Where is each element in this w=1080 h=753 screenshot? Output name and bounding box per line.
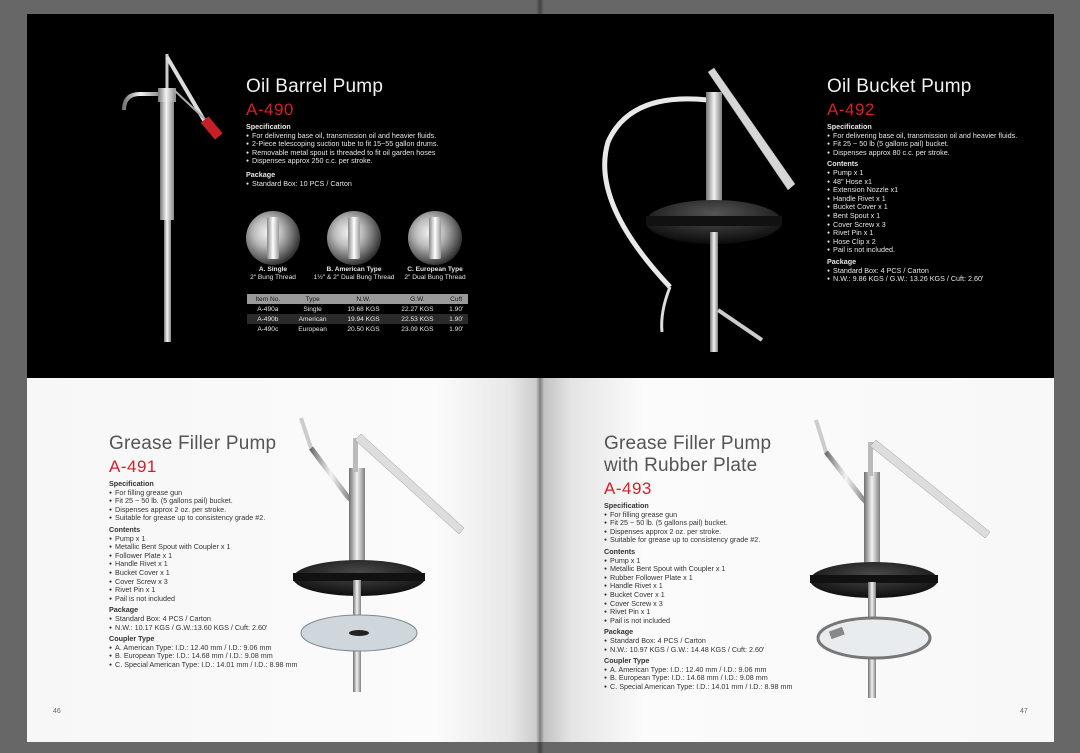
table-cell: 1.90' <box>449 325 464 333</box>
spec-item: ● 2-Piece telescoping suction tube to fit 15~55 gallon drums. <box>246 140 506 149</box>
page-number-left: 46 <box>53 708 61 715</box>
package-item: ● Standard Box: 10 PCS / Carton <box>246 180 506 189</box>
a491-code: A-491 <box>109 457 157 476</box>
package-item: ● N.W.: 10.97 KGS / G.W.: 14.48 KGS / Cuft: 2.60' <box>604 646 809 655</box>
contents-item: ● Follower Plate x 1 <box>109 552 309 561</box>
contents-item: ● Handle Rivet x 1 <box>604 582 809 591</box>
a492-title: Oil Bucket Pump <box>827 76 972 97</box>
contents-item: ● Pail is not included <box>109 595 309 604</box>
table-cell: 19.94 KGS <box>337 314 391 324</box>
coupler-item: ● C. Special American Type: I.D.: 14.01 mm / I.D.: 8.98 mm <box>604 683 809 692</box>
col-header: Type <box>289 294 337 304</box>
contents-item: ● Pump x 1 <box>604 557 809 566</box>
spec-item: ● For delivering base oil, transmission oil and heavier fluids. <box>246 132 506 141</box>
table-cell: 20.50 KGS <box>347 325 380 333</box>
american-thread-photo <box>327 211 381 265</box>
table-cell: 22.53 KGS <box>390 314 444 324</box>
table-cell: 23.09 KGS <box>401 325 434 333</box>
contents-item: ● Rubber Follower Plate x 1 <box>604 574 809 583</box>
package-item: ● Standard Box: 4 PCS / Carton <box>604 637 809 646</box>
spec-heading: Specification <box>604 501 649 510</box>
contents-item: ● Rivet Pin x 1 <box>827 229 1042 238</box>
coupler-item: ● A. American Type: I.D.: 12.40 mm / I.D.: 9.06 mm <box>109 644 309 653</box>
contents-item: ● Pump x 1 <box>827 169 1042 178</box>
contents-item: ● Extension Nozzle x1 <box>827 186 1042 195</box>
table-cell: 1.90' <box>444 314 468 324</box>
table-row <box>247 324 468 334</box>
table-cell: Single <box>303 305 322 313</box>
contents-item: ● Cover Screw x 3 <box>109 578 309 587</box>
contents-item: ● Rivet Pin x 1 <box>109 586 309 595</box>
spec-heading: Specification <box>246 122 291 131</box>
contents-item: ● Bucket Cover x 1 <box>604 591 809 600</box>
col-header: Item No. <box>247 294 289 304</box>
contents-item: ● Hose Clip x 2 <box>827 238 1042 247</box>
contents-item: ● Bucket Cover x 1 <box>109 569 309 578</box>
spec-heading: Specification <box>827 122 872 131</box>
coupler-heading: Coupler Type <box>109 634 155 644</box>
table-cell: American <box>289 314 337 324</box>
single-thread-photo <box>246 211 300 265</box>
variant-caption-a: A. Single 2" Bung Thread <box>250 266 296 281</box>
spec-item: ● Suitable for grease up to consistency grade #2. <box>109 514 309 523</box>
package-item: ● N.W.: 9.86 KGS / G.W.: 13.26 KGS / Cuft: 2.60' <box>827 275 1042 284</box>
contents-item: ● Handle Rivet x 1 <box>827 195 1042 204</box>
spec-item: ● Dispenses approx 2 oz. per stroke. <box>109 506 309 515</box>
a490-title: Oil Barrel Pump <box>246 76 384 97</box>
variant-caption-b: B. American Type 1½" & 2" Dual Bung Thread <box>313 266 395 281</box>
spec-item: ● Dispenses approx 80 c.c. per stroke. <box>827 149 1042 158</box>
a491-title: Grease Filler Pump <box>109 433 277 454</box>
package-heading: Package <box>827 256 857 266</box>
table-cell: European <box>298 325 327 333</box>
table-cell: 19.68 KGS <box>347 305 380 313</box>
col-header: G.W. <box>390 294 444 304</box>
spec-item: ● For filling grease gun <box>109 489 309 498</box>
contents-item: ● Bucket Cover x 1 <box>827 203 1042 212</box>
coupler-item: ● A. American Type: I.D.: 12.40 mm / I.D.: 9.06 mm <box>604 666 809 675</box>
grease-filler-pump-rubber-plate-image <box>804 412 1004 704</box>
spec-item: ● Suitable for grease up to consistency grade #2. <box>604 536 809 545</box>
spec-heading: Specification <box>109 479 154 488</box>
spec-item: ● Fit 25 ~ 50 lb. (5 gallons pail) bucket. <box>109 497 309 506</box>
a492-code: A-492 <box>827 100 875 119</box>
a493-code: A-493 <box>604 479 652 498</box>
contents-item: ● 48" Hose x1 <box>827 178 1042 187</box>
right-page <box>540 14 1054 742</box>
a493-title-line1: Grease Filler Pump <box>604 433 772 454</box>
col-header: N.W. <box>337 294 391 304</box>
table-row <box>247 304 468 314</box>
book-gutter <box>536 0 544 753</box>
oil-barrel-pump-image <box>112 52 232 352</box>
a490-code: A-490 <box>246 100 294 119</box>
spec-item: ● Dispenses approx 2 oz. per stroke. <box>604 528 809 537</box>
spec-item: ● Dispenses approx 250 c.c. per stroke. <box>246 157 506 166</box>
package-item: ● Standard Box: 4 PCS / Carton <box>109 615 309 624</box>
a493-details <box>604 502 809 691</box>
package-item: ● Standard Box: 4 PCS / Carton <box>827 267 1042 276</box>
package-item: ● N.W.: 10.17 KGS / G.W.:13.60 KGS / Cuft: 2.60' <box>109 624 309 633</box>
coupler-item: ● B. European Type: I.D.: 14.68 mm / I.D.: 9.08 mm <box>109 652 309 661</box>
coupler-item: ● B. European Type: I.D.: 14.68 mm / I.D.: 9.08 mm <box>604 674 809 683</box>
package-heading: Package <box>604 627 634 637</box>
oil-bucket-pump-image <box>590 52 820 357</box>
package-heading: Package <box>109 605 139 615</box>
table-cell: 22.27 KGS <box>401 305 434 313</box>
contents-item: ● Bent Spout x 1 <box>827 212 1042 221</box>
contents-item: ● Metallic Bent Spout with Coupler x 1 <box>604 565 809 574</box>
a492-details <box>827 123 1042 284</box>
contents-item: ● Handle Rivet x 1 <box>109 560 309 569</box>
table-cell: A-490b <box>247 314 289 324</box>
variant-caption-c: C. European Type 2" Dual Bung Thread <box>404 266 466 281</box>
table-row <box>247 314 468 324</box>
package-heading: Package <box>246 169 276 179</box>
coupler-heading: Coupler Type <box>604 656 650 666</box>
table-cell: 1.90' <box>449 305 464 313</box>
a493-title-line2: with Rubber Plate <box>604 455 758 476</box>
spec-item: ● Fit 25 ~ 50 lb (5 gallons pail) bucket. <box>827 140 1042 149</box>
a490-spec-table <box>247 294 468 334</box>
contents-heading: Contents <box>827 159 859 169</box>
table-header-row <box>247 294 468 304</box>
european-thread-photo <box>408 211 462 265</box>
table-cell: A-490a <box>257 305 279 313</box>
contents-item: ● Cover Screw x 3 <box>604 600 809 609</box>
coupler-item: ● C. Special American Type: I.D.: 14.01 mm / I.D.: 8.98 mm <box>109 661 309 670</box>
spec-item: ● For filling grease gun <box>604 511 809 520</box>
col-header: Cuft <box>444 294 468 304</box>
a490-details <box>246 123 506 188</box>
contents-item: ● Cover Screw x 3 <box>827 221 1042 230</box>
spec-item: ● Removable metal spout is threaded to fit oil garden hoses <box>246 149 506 158</box>
page-number-right: 47 <box>1020 708 1028 715</box>
a491-details <box>109 480 309 669</box>
left-page <box>27 14 540 742</box>
spec-item: ● Fit 25 ~ 50 lb. (5 gallons pail) bucket. <box>604 519 809 528</box>
contents-item: ● Rivet Pin x 1 <box>604 608 809 617</box>
contents-heading: Contents <box>604 546 636 556</box>
contents-item: ● Metallic Bent Spout with Coupler x 1 <box>109 543 309 552</box>
contents-heading: Contents <box>109 524 141 534</box>
table-cell: A-490c <box>257 325 279 333</box>
contents-item: ● Pail is not included <box>604 617 809 626</box>
contents-item: ● Pail is not included. <box>827 246 1042 255</box>
contents-item: ● Pump x 1 <box>109 535 309 544</box>
spec-item: ● For delivering base oil, transmission oil and heavier fluids. <box>827 132 1042 141</box>
grease-filler-pump-image <box>289 408 479 700</box>
